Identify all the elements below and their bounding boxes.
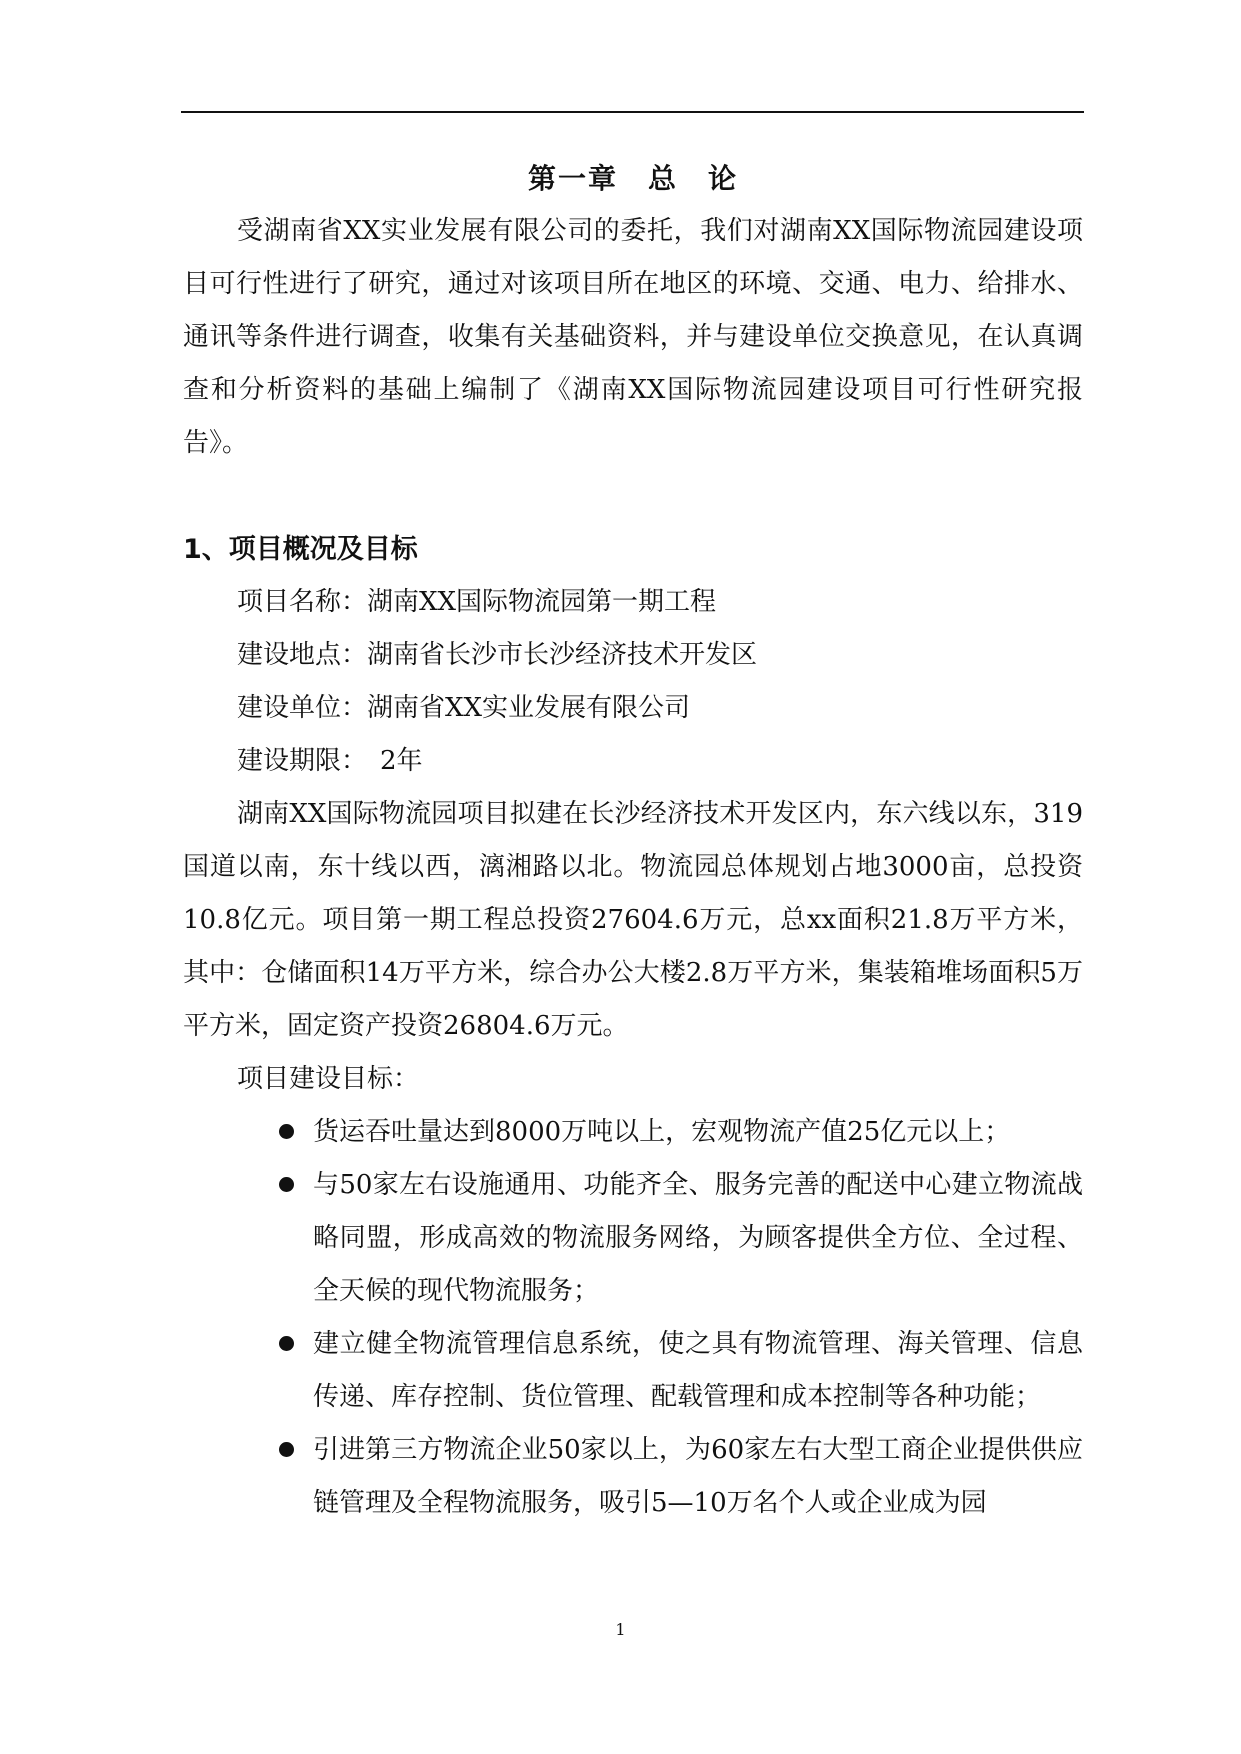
goal-text: 货运吞吐量达到8000万吨以上，宏观物流产值25亿元以上；	[313, 1117, 1011, 1147]
goal-text: 与50家左右设施通用、功能齐全、服务完善的配送中心建立物流战略同盟，形成高效的物流服务网络，为顾客提供全方位、全过程、全天候的现代物流服务；	[313, 1170, 1083, 1306]
bullet-icon	[279, 1124, 294, 1139]
bullet-icon	[279, 1177, 294, 1192]
project-description: 湖南XX国际物流园项目拟建在长沙经济技术开发区内，东六线以东，319国道以南，东十线以西，漓湘路以北。物流园总体规划占地3000亩，总投资10.8亿元。项目第一期工程总投资27604.6万元，总xx面积21.8万平方米，其中：仓储面积14万平方米，综合办公大楼2.8万平方米，集装箱堆场面积5万平方米，固定资产投资26804.6万元。	[183, 799, 1083, 1041]
bullet-icon	[279, 1336, 294, 1351]
page-number: 1	[615, 1620, 626, 1639]
project-unit-line: 建设单位：湖南省XX实业发展有限公司	[237, 693, 691, 723]
chapter-title: 第一章 总 论	[527, 162, 738, 195]
section-heading: 1、项目概况及目标	[183, 534, 418, 565]
goal-text: 引进第三方物流企业50家以上，为60家左右大型工商企业提供供应链管理及全程物流服务，吸引5—10万名个人或企业成为园	[313, 1435, 1083, 1518]
goal-item	[183, 1106, 1083, 1159]
goal-item	[183, 1159, 1083, 1318]
goal-text: 建立健全物流管理信息系统，使之具有物流管理、海关管理、信息传递、库存控制、货位管理、配载管理和成本控制等各种功能；	[313, 1329, 1083, 1412]
bullet-icon	[279, 1442, 294, 1457]
project-location-line: 建设地点：湖南省长沙市长沙经济技术开发区	[237, 640, 758, 670]
intro-paragraph: 受湖南省XX实业发展有限公司的委托，我们对湖南XX国际物流园建设项目可行性进行了研究，通过对该项目所在地区的环境、交通、电力、给排水、通讯等条件进行调查，收集有关基础资料，并与建设单位交换意见，在认真调查和分析资料的基础上编制了《湖南XX国际物流园建设项目可行性研究报告》。	[183, 216, 1083, 458]
goal-item	[183, 1318, 1083, 1424]
goals-label: 项目建设目标：	[237, 1064, 420, 1094]
project-duration-line: 建设期限： 2年	[237, 746, 423, 776]
project-name-line: 项目名称：湖南XX国际物流园第一期工程	[237, 587, 717, 617]
header-rule	[181, 111, 1084, 113]
goals-list	[183, 1106, 1083, 1530]
page-content	[183, 152, 1083, 1530]
goal-item	[183, 1424, 1083, 1530]
